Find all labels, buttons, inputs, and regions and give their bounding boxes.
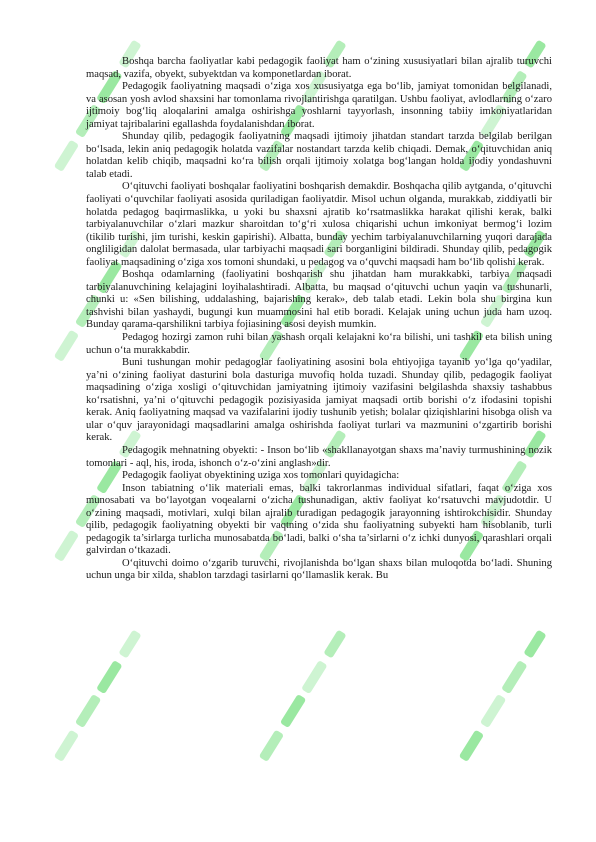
- watermark-mark: [459, 630, 547, 763]
- paragraph: Boshqa barcha faoliyatlar kabi pedagogik faoliyat ham o‘zining xususiyatlari bilan ajralib turuvchi maqsad, vazifa, obyekt, subyektdan va komponetlardan iborat.: [86, 56, 552, 80]
- paragraph: Pedagogik faoliyat obyektining uziga xos tomonlari quyidagicha:: [122, 470, 400, 482]
- paragraph: Inson tabiatning o‘lik materiali emas, balki takrorlanmas individual sifatlari, faqat o‘ziga xos munosabati va bo‘layotgan voqealarni o‘zicha tushunadigan, aktiv faoliyat ko‘rsatuvchi mavjudotdir. U o‘zining maqsadi, motivlari, xulqi bilan ajralib turadigan pedagogik jarayonning ishtirokchisidir. Shunday qilib, pedagogik faoliyatning obyekti bir vaqtning o‘zida shu faoliyatning subyekti ham hisoblanib, turli pedagogik ta’sirlarga turlicha munosabatda bo‘ladi, balki o‘sha ta’sirlarni o‘z ichki dunyosi, qarashlari orqali galvirdan o‘tkazadi.: [86, 482, 552, 557]
- paragraph: Boshqa odamlarning (faoliyatini boshqarish shu jihatdan ham murakkabki, tarbiya maqsadi tarbiyalanuvchining kelajagini loyihalashtiradi. Albatta, bu maqsad o‘qituvchi uchun yaqin va tushunarli, chunki u: «Sen bilishing, uddalashing, bajarishing kerak», deb talab etadi. Lekin bola shu birgina kun tashvishi bilan yashaydi, bugungi kun muammosini hal etib boradi. Kelajak uning uchun juda ham uzoq. Bunday qarama-qarshilikni tarbiya fojiasining asosi deyish mumkin.: [86, 269, 552, 331]
- paragraph: Pedagogik faoliyatning maqsadi o‘ziga xos xususiyatga ega bo‘lib, jamiyat tomonidan belgilanadi, va asosan yosh avlod shaxsini har tomonlama rivojlantirishga qaratilgan. Ushbu faoliyat, avlodlarning o‘zaro ijtimoiy bog‘liq aloqalarini amalga oshirishga yoshlarni tayyorlash, insonning tabiiy imkoniyatlaridan jamiyat tajribalarini egallashda foydalanishdan iborat.: [86, 81, 552, 130]
- paragraph: Buni tushungan mohir pedagoglar faoliyatining asosini bola ehtiyojiga tayanib yo‘lga qo‘yadilar, ya’ni o‘zining faoliyat dasturini bola dasturiga muvofiq holda tuzadi. Shunday qilib, pedagogik faoliyat maqsadining o‘ziga xosligi o‘qituvchidan jamiyatning ijtimoiy vazifasini belgilashda shaxsiy tashabbus ko‘rsatishni, ya’ni o‘qituvchi pedagogik pozisiyasida jamiyat maqsadi ortib borishi o‘z ifodasini topishi kerak. Aniq faoliyatning maqsad va vazifalarini ijodiy tushunib yetish; bolalar qiziqishlarini hisobga olish va ular o‘quv jarayonidagi maqsadlarini amalga oshirishda faoliyat turlari va mazmunini o‘zgartirib borishi kerak.: [86, 357, 552, 444]
- paragraph: O‘qituvchi faoliyati boshqalar faoliyatini boshqarish demakdir. Boshqacha qilib aytganda, o‘qituvchi faoliyati o‘quvchilar faoliyati asosida quriladigan faoliyatdir. Misol uchun olganda, murakkab, ziddiyatli bir holatda pedagog baqirmaslikka, u yoki bu shaxsni ajratib ko‘rsatmaslikka harakat qilishi kerak, balki tarbiyalanuvchilar o‘zlari mazkur sharoitdan to‘g‘ri xulosa chiqarishi uchun imkoniyat bermog‘i lozim (tikilib turishi, jim turishi, keskin gapirishi). Albatta, bunday yechim tarbiyalanuvchilarning yuqori darajada ongliligidan dalolat bermasada, ular tarbiyachi maqsadi sari borganligini bildiradi. Shunday qilib, pedagogik faoliyat maqsadining o‘ziga xos tomoni shundaki, u pedagog va o‘quvchi maqsadi ham bo‘lib qolishi kerak.: [86, 181, 552, 268]
- watermark-mark: [259, 630, 347, 763]
- document-text-body: [86, 56, 552, 583]
- watermark-mark: [54, 630, 142, 763]
- paragraph: Pedagogik mehnatning obyekti: - Inson bo‘lib «shakllanayotgan shaxs ma’naviy turmushining nozik tomonlari - aql, his, iroda, ishonch o‘z-o‘zini anglash»dir.: [86, 444, 552, 469]
- paragraph: Shunday qilib, pedagogik faoliyatning maqsadi ijtimoiy jihatdan standart tarzda belgilab berilgan bo‘lsada, lekin aniq pedagogik holatda vazifalar nostandart tarzda kelib chiqadi. Demak, o‘qituvchidan aniq holatdan kelib chiqib, maqsadni ko‘ra bilish orqali ijtimoiy xolatga bog‘langan holda ijodiy yondashuvni talab etadi.: [86, 131, 552, 180]
- paragraph: Pedagog hozirgi zamon ruhi bilan yashash orqali kelajakni ko‘ra bilishi, uni tashkil eta bilish uning uchun o‘ta murakkabdir.: [86, 332, 552, 356]
- paragraph: O‘qituvchi doimo o‘zgarib turuvchi, rivojlanishda bo‘lgan shaxs bilan muloqotda bo‘ladi. Shuning uchun unga bir xilda, shablon tarzdagi tasirlarni qo‘llamaslik kerak. Bu: [86, 557, 552, 582]
